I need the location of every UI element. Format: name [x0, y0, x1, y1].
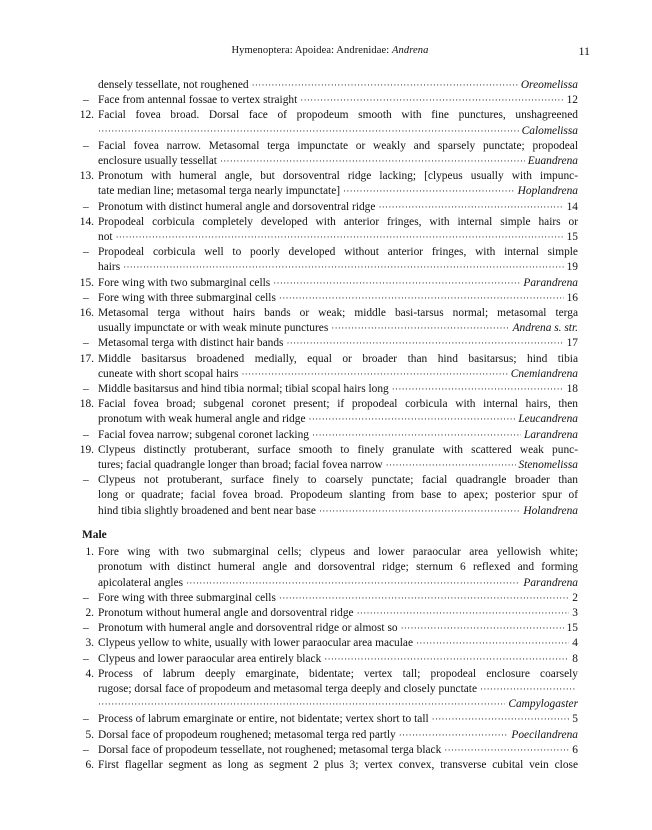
couplet-text-line: Fore wing with two submarginal cells; clypeus and lower paraocular area yellowish white;	[98, 546, 578, 559]
couplet-lead-line	[98, 336, 578, 351]
couplet-lead-line	[98, 504, 578, 519]
couplet-lead-line	[98, 276, 578, 291]
key-couplet	[79, 215, 578, 245]
running-head-text: Hymenoptera: Apoidea: Andrenidae:	[231, 45, 393, 56]
taxon-name: Holandrena	[523, 504, 578, 517]
couplet-text-line: Propodeal corbicula completely developed with anterior fringes, with internal simple hairs or	[98, 215, 578, 228]
couplet-marker: –	[83, 474, 89, 487]
key-couplet	[82, 200, 578, 215]
taxon-name: Larandrena	[523, 428, 578, 441]
leader-dots	[416, 636, 569, 651]
key-couplet	[82, 291, 578, 306]
couplet-lead-line	[98, 154, 578, 169]
couplet-text: Fore wing with three submarginal cells	[98, 291, 276, 304]
leader-dots	[401, 621, 564, 636]
couplet-marker: 3.	[85, 637, 94, 650]
leader-dots	[98, 124, 519, 139]
key-couplet	[82, 636, 578, 651]
couplet-lead-line	[98, 743, 578, 758]
couplet-text: Process of labrum emarginate or entire, not bidentate; vertex short to tall	[98, 713, 429, 726]
couplet-text: Dorsal face of propodeum tessellate, not roughened; metasomal terga black	[98, 743, 442, 756]
couplet-lead-line	[98, 291, 578, 306]
couplet-reference: 15	[566, 622, 578, 635]
key-couplet	[79, 352, 578, 382]
couplet-text: Dorsal face of propodeum roughened; metasomal terga red partly	[98, 728, 396, 741]
couplet-marker: –	[83, 743, 89, 756]
couplet-lead-line	[98, 93, 578, 108]
couplet-text: pronotum with weak humeral angle and ridge	[98, 413, 306, 426]
key-couplet	[79, 169, 578, 199]
couplet-text-line: Facial fovea broad; subgenal coronet present; if propodeal corbicula with internal hairs, then	[98, 398, 578, 411]
couplet-text: usually impunctate or with weak minute punctures	[98, 322, 329, 335]
key-couplet	[82, 667, 578, 713]
couplet-marker: –	[83, 713, 89, 726]
couplet-text: rugose; dorsal face of propodeum and metasomal terga deeply and closely punctate	[98, 682, 478, 695]
running-head	[82, 45, 578, 56]
couplet-lead-line	[98, 712, 578, 727]
couplet-reference: 2	[572, 591, 578, 604]
couplet-lead-line	[98, 428, 578, 443]
couplet-lead-line	[98, 576, 578, 591]
male-heading: Male	[82, 528, 107, 541]
leader-dots	[324, 652, 569, 667]
key-couplet	[82, 473, 578, 519]
couplet-reference: 19	[566, 261, 578, 274]
leader-dots	[480, 682, 575, 697]
taxon-name: Poecilandrena	[511, 728, 578, 741]
couplet-text: enclosure usually tessellat	[98, 155, 217, 168]
running-head-genus: Andrena	[392, 45, 429, 56]
couplet-text: cuneate with short scopal hairs	[98, 367, 239, 380]
couplet-lead-line	[98, 606, 578, 621]
key-couplet	[82, 78, 578, 93]
couplet-reference: 8	[572, 652, 578, 665]
leader-dots	[252, 78, 518, 93]
taxon-name: Parandrena	[523, 576, 578, 589]
leader-dots	[432, 712, 570, 727]
couplet-text-line: First flagellar segment as long as segment 2 plus 3; vertex convex, transverse cubital vein close	[98, 758, 578, 771]
leader-dots	[331, 321, 509, 336]
taxon-name: Hoplandrena	[517, 185, 578, 198]
couplet-lead-line	[98, 728, 578, 743]
leader-dots	[444, 743, 569, 758]
key-couplet	[82, 606, 578, 621]
male-key	[82, 545, 578, 773]
key-couplet	[82, 336, 578, 351]
couplet-marker: –	[83, 652, 89, 665]
couplet-lead-line	[98, 591, 578, 606]
couplet-lead-line	[98, 260, 578, 275]
key-couplet	[82, 652, 578, 667]
taxon-name: Euandrena	[527, 155, 578, 168]
couplet-reference: 16	[566, 291, 578, 304]
taxon-name: Campylogaster	[508, 698, 578, 711]
taxon-name: Cnemiandrena	[510, 367, 578, 380]
couplet-marker: –	[83, 94, 89, 107]
leader-dots	[116, 230, 564, 245]
key-couplet	[82, 591, 578, 606]
leader-dots	[357, 606, 570, 621]
leader-dots	[220, 154, 525, 169]
couplet-text: hind tibia slightly broadened and bent near base	[98, 504, 316, 517]
couplet-text: Clypeus yellow to white, usually with lower paraocular area maculae	[98, 637, 414, 650]
couplet-text: tate median line; metasomal terga nearly impunctate]	[98, 185, 341, 198]
taxon-name: Stenomelissa	[518, 459, 578, 472]
couplet-marker: 12.	[79, 109, 94, 122]
couplet-text-line: Facial fovea broad. Dorsal face of propodeum smooth with fine punctures, unshagreened	[98, 109, 578, 122]
couplet-lead-line	[98, 412, 578, 427]
couplet-marker: 4.	[85, 667, 94, 680]
couplet-text-line: Pronotum with humeral angle, but dorsoventral ridge lacking; [clypeus usually with impunc-	[98, 170, 578, 183]
couplet-reference: 17	[566, 337, 578, 350]
couplet-text: Metasomal terga with distinct hair bands	[98, 337, 284, 350]
couplet-text-line: pronotum with distinct humeral angle and dorsoventral ridge; sternum 6 reflexed and forming	[98, 561, 578, 574]
couplet-lead-line	[98, 321, 578, 336]
couplet-marker: 19.	[79, 443, 94, 456]
couplet-lead-line	[98, 652, 578, 667]
couplet-text: densely tessellate, not roughened	[98, 79, 249, 91]
couplet-marker: –	[83, 591, 89, 604]
leader-dots	[319, 504, 520, 519]
key-couplet	[79, 306, 578, 336]
couplet-lead-line	[98, 621, 578, 636]
key-couplet	[82, 621, 578, 636]
leader-dots	[343, 184, 515, 199]
taxon-name: Calomelissa	[521, 124, 578, 137]
page-number: 11	[578, 44, 590, 58]
couplet-text-line: Process of labrum deeply emarginate, bidentate; vertex tall; propodeal enclosure coarsely	[98, 667, 578, 680]
leader-dots	[279, 291, 564, 306]
couplet-reference: 5	[572, 713, 578, 726]
key-couplet	[79, 276, 578, 291]
couplet-lead-line	[98, 636, 578, 651]
key-couplet	[79, 108, 578, 138]
couplet-marker: –	[83, 337, 89, 350]
leader-dots	[123, 260, 563, 275]
couplet-marker: 5.	[85, 728, 94, 741]
couplet-text: Fore wing with two submarginal cells	[98, 276, 271, 289]
leader-dots	[309, 412, 516, 427]
couplet-lead-line	[98, 682, 578, 697]
couplet-lead-line	[98, 200, 578, 215]
key-couplet	[82, 545, 578, 591]
taxon-name: Andrena s. str.	[512, 322, 578, 335]
couplet-text: Facial fovea narrow; subgenal coronet lacking	[98, 428, 309, 441]
couplet-text: Pronotum with distinct humeral angle and dorsoventral ridge	[98, 200, 376, 213]
key-couplet	[82, 382, 578, 397]
couplet-marker: 13.	[79, 170, 94, 183]
key-couplet	[82, 139, 578, 169]
couplet-text-line: Facial fovea narrow. Metasomal terga impunctate or weakly and sparsely punctate; propodeal	[98, 139, 578, 152]
taxon-name: Oreomelissa	[520, 79, 578, 91]
couplet-marker: –	[83, 291, 89, 304]
taxon-name: Leucandrena	[518, 413, 578, 426]
couplet-lead-line	[98, 184, 578, 199]
key-couplet	[82, 758, 578, 773]
couplet-reference: 18	[566, 383, 578, 396]
couplet-marker: 17.	[79, 352, 94, 365]
taxon-name: Parandrena	[523, 276, 578, 289]
leader-dots	[378, 200, 563, 215]
key-couplet	[82, 728, 578, 743]
couplet-marker: –	[83, 428, 89, 441]
couplet-reference: 15	[566, 231, 578, 244]
couplet-marker: 15.	[79, 276, 94, 289]
couplet-text: Fore wing with three submarginal cells	[98, 591, 276, 604]
couplet-text: Face from antennal fossae to vertex straight	[98, 94, 298, 107]
couplet-lead-line	[98, 230, 578, 245]
leader-dots	[399, 728, 509, 743]
couplet-text-line: long or quadrate; facial fovea broad. Propodeum slanting from base to apex; posterior spur of	[98, 489, 578, 502]
couplet-text-line: Middle basitarsus broadened medially, equal or broader than hind basitarsus; hind tibia	[98, 352, 578, 365]
couplet-lead-line	[98, 382, 578, 397]
couplet-marker: 2.	[85, 606, 94, 619]
couplet-text: Pronotum with humeral angle and dorsoventral ridge or almost so	[98, 622, 398, 635]
key-couplet	[82, 428, 578, 443]
couplet-reference: 4	[572, 637, 578, 650]
leader-dots	[312, 428, 521, 443]
couplet-text-line: Clypeus distinctly protuberant, surface smooth to finely granulate with scattered weak punc-	[98, 443, 578, 456]
leader-dots	[386, 458, 516, 473]
couplet-lead-line	[98, 458, 578, 473]
key-couplet	[82, 743, 578, 758]
couplet-lead-line	[98, 697, 578, 712]
couplet-marker: –	[83, 139, 89, 152]
couplet-marker: –	[83, 622, 89, 635]
couplet-marker: –	[83, 383, 89, 396]
female-key	[79, 78, 578, 519]
couplet-text: hairs	[98, 261, 121, 274]
couplet-text: not	[98, 231, 113, 244]
couplet-marker: –	[83, 246, 89, 259]
couplet-marker: 18.	[79, 398, 94, 411]
couplet-reference: 6	[572, 743, 578, 756]
couplet-lead-line	[98, 124, 578, 139]
couplet-reference: 12	[566, 94, 578, 107]
couplet-marker: 1.	[85, 546, 94, 559]
couplet-text: apicolateral angles	[98, 576, 184, 589]
leader-dots	[279, 591, 569, 606]
couplet-marker: –	[83, 200, 89, 213]
key-couplet	[82, 93, 578, 108]
couplet-text-line: Metasomal terga without hairs bands or weak; middle basi-tarsus normal; metasomal terga	[98, 307, 578, 320]
leader-dots	[241, 367, 507, 382]
key-couplet	[79, 443, 578, 473]
couplet-text-line: Propodeal corbicula well to poorly developed without anterior fringes, with internal simple	[98, 246, 578, 259]
key-couplet	[82, 245, 578, 275]
couplet-lead-line	[98, 367, 578, 382]
couplet-marker: 14.	[79, 215, 94, 228]
couplet-text: Clypeus and lower paraocular area entirely black	[98, 652, 322, 665]
couplet-text-line: Clypeus not protuberant, surface finely to coarsely punctate; facial quadrangle broader than	[98, 474, 578, 487]
key-couplet	[79, 397, 578, 427]
couplet-reference: 3	[572, 606, 578, 619]
key-content	[79, 78, 578, 773]
leader-dots	[98, 697, 505, 712]
couplet-text: tures; facial quadrangle longer than broad; facial fovea narrow	[98, 459, 383, 472]
leader-dots	[392, 382, 564, 397]
leader-dots	[300, 93, 563, 108]
couplet-lead-line	[98, 78, 578, 93]
couplet-text: Middle basitarsus and hind tibia normal; tibial scopal hairs long	[98, 383, 389, 396]
leader-dots	[286, 336, 563, 351]
couplet-marker: 16.	[79, 307, 94, 320]
key-couplet	[82, 712, 578, 727]
couplet-marker: 6.	[85, 758, 94, 771]
leader-dots	[273, 276, 520, 291]
couplet-text: Pronotum without humeral angle and dorsoventral ridge	[98, 606, 354, 619]
couplet-reference: 14	[566, 200, 578, 213]
leader-dots	[186, 576, 520, 591]
